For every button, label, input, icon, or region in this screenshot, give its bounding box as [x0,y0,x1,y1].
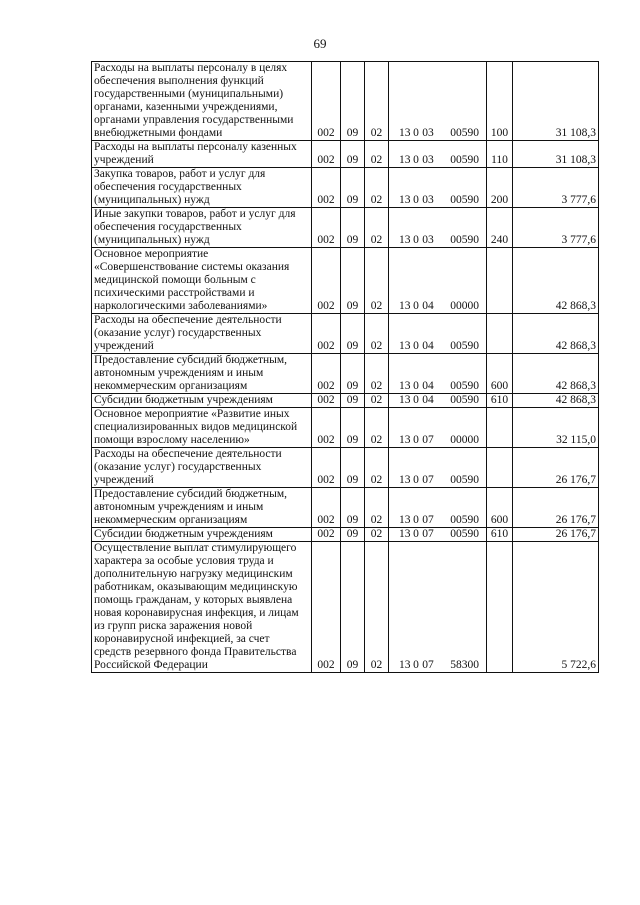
target-code-part: 04 [422,394,434,406]
target-code-part: 13 [399,127,411,139]
row-description: Предоставление субсидий бюджетным, автономным учреждениям и иным некоммерческим организациям [92,354,312,394]
row-description: Субсидии бюджетным учреждениям [92,528,312,542]
subsection-code: 02 [365,542,389,673]
ministry-code: 002 [312,208,341,248]
section-code: 09 [341,168,365,208]
table-row [92,141,599,168]
amount-value: 3 777,6 [513,208,599,248]
subsection-code: 02 [365,62,389,141]
target-code-part: 00590 [450,474,479,486]
table-row [92,528,599,542]
ministry-code: 002 [312,408,341,448]
table-row [92,62,599,141]
amount-value: 26 176,7 [513,528,599,542]
ministry-code: 002 [312,62,341,141]
expense-type-code: 100 [487,62,513,141]
amount-value: 42 868,3 [513,248,599,314]
target-code-part: 13 [399,300,411,312]
section-code: 09 [341,528,365,542]
ministry-code: 002 [312,141,341,168]
amount-value: 3 777,6 [513,168,599,208]
section-code: 09 [341,141,365,168]
target-code-part: 00590 [450,127,479,139]
expense-type-code: 110 [487,141,513,168]
row-description: Осуществление выплат стимулирующего характера за особые условия труда и дополнительную нагрузку медицинским работникам, оказывающим медицинскую помощь гражданам, у которых выявлена новая коронавирусная инфекция, и лицам из групп риска заражения новой коронавирусной инфекцией, за счет средств резервного фонда Правительства Российской Федерации [92,542,312,673]
target-code-part: 0 [413,528,419,540]
target-code-part: 00590 [450,154,479,166]
table-row [92,314,599,354]
target-code-part: 07 [422,528,434,540]
ministry-code: 002 [312,168,341,208]
ministry-code: 002 [312,528,341,542]
target-code-part: 03 [422,234,434,246]
row-description: Расходы на обеспечение деятельности (оказание услуг) государственных учреждений [92,314,312,354]
target-code-part: 0 [413,300,419,312]
target-code-part: 13 [399,474,411,486]
expense-type-code: 610 [487,394,513,408]
target-article-code [389,208,487,248]
target-article-code [389,542,487,673]
target-article-code [389,168,487,208]
row-description: Закупка товаров, работ и услуг для обеспечения государственных (муниципальных) нужд [92,168,312,208]
subsection-code: 02 [365,208,389,248]
target-code-part: 00590 [450,380,479,392]
table-row [92,488,599,528]
ministry-code: 002 [312,394,341,408]
target-code-part: 13 [399,194,411,206]
expense-type-code: 600 [487,354,513,394]
expense-type-code [487,248,513,314]
amount-value: 31 108,3 [513,62,599,141]
row-description: Иные закупки товаров, работ и услуг для обеспечения государственных (муниципальных) нужд [92,208,312,248]
target-code-part: 0 [413,127,419,139]
target-code-part: 13 [399,340,411,352]
table-row [92,448,599,488]
target-code-part: 07 [422,434,434,446]
target-code-part: 13 [399,154,411,166]
target-code-part: 03 [422,127,434,139]
target-code-part: 13 [399,528,411,540]
table-row [92,248,599,314]
target-code-part: 0 [413,380,419,392]
target-article-code [389,408,487,448]
target-code-part: 00590 [450,528,479,540]
row-description: Расходы на обеспечение деятельности (оказание услуг) государственных учреждений [92,448,312,488]
target-code-part: 13 [399,659,411,671]
target-code-part: 00590 [450,340,479,352]
target-article-code [389,248,487,314]
target-code-part: 04 [422,340,434,352]
target-article-code [389,62,487,141]
section-code: 09 [341,408,365,448]
target-code-part: 0 [413,154,419,166]
row-description: Субсидии бюджетным учреждениям [92,394,312,408]
target-code-part: 58300 [450,659,479,671]
target-code-part: 00590 [450,394,479,406]
target-code-part: 0 [413,394,419,406]
target-article-code [389,141,487,168]
target-code-part: 0 [413,474,419,486]
ministry-code: 002 [312,488,341,528]
amount-value: 32 115,0 [513,408,599,448]
subsection-code: 02 [365,354,389,394]
target-code-part: 00590 [450,234,479,246]
amount-value: 42 868,3 [513,354,599,394]
subsection-code: 02 [365,141,389,168]
row-description: Расходы на выплаты персоналу казенных учреждений [92,141,312,168]
target-code-part: 04 [422,380,434,392]
section-code: 09 [341,488,365,528]
expense-type-code [487,542,513,673]
expense-type-code [487,408,513,448]
table-row [92,394,599,408]
subsection-code: 02 [365,448,389,488]
table-row [92,354,599,394]
target-code-part: 13 [399,394,411,406]
target-code-part: 13 [399,514,411,526]
target-code-part: 00590 [450,514,479,526]
target-code-part: 0 [413,514,419,526]
section-code: 09 [341,208,365,248]
amount-value: 5 722,6 [513,542,599,673]
table-row [92,208,599,248]
target-article-code [389,448,487,488]
subsection-code: 02 [365,528,389,542]
target-article-code [389,528,487,542]
subsection-code: 02 [365,314,389,354]
target-code-part: 03 [422,154,434,166]
page-number: 69 [313,36,327,51]
ministry-code: 002 [312,354,341,394]
row-description: Расходы на выплаты персоналу в целях обеспечения выполнения функций государственными (муниципальными) органами, казенными учреждениями, органами управления государственными внебюджетными фондами [92,62,312,141]
target-article-code [389,488,487,528]
amount-value: 42 868,3 [513,394,599,408]
section-code: 09 [341,448,365,488]
expense-type-code [487,314,513,354]
expense-type-code: 240 [487,208,513,248]
subsection-code: 02 [365,394,389,408]
row-description: Основное мероприятие «Совершенствование системы оказания медицинской помощи больным с психическими расстройствами и наркологическими заболеваниями» [92,248,312,314]
target-code-part: 07 [422,474,434,486]
target-code-part: 07 [422,659,434,671]
section-code: 09 [341,314,365,354]
ministry-code: 002 [312,448,341,488]
expense-type-code [487,448,513,488]
expense-type-code: 600 [487,488,513,528]
amount-value: 26 176,7 [513,448,599,488]
target-code-part: 04 [422,300,434,312]
target-code-part: 13 [399,434,411,446]
section-code: 09 [341,354,365,394]
subsection-code: 02 [365,408,389,448]
subsection-code: 02 [365,488,389,528]
target-code-part: 00000 [450,300,479,312]
expense-type-code: 200 [487,168,513,208]
target-code-part: 13 [399,234,411,246]
subsection-code: 02 [365,248,389,314]
amount-value: 42 868,3 [513,314,599,354]
target-code-part: 0 [413,434,419,446]
table-row [92,168,599,208]
target-code-part: 00590 [450,194,479,206]
budget-table [91,61,599,673]
section-code: 09 [341,542,365,673]
row-description: Основное мероприятие «Развитие иных специализированных видов медицинской помощи взрослому населению» [92,408,312,448]
section-code: 09 [341,248,365,314]
target-code-part: 0 [413,659,419,671]
target-code-part: 00000 [450,434,479,446]
target-code-part: 13 [399,380,411,392]
target-article-code [389,314,487,354]
target-code-part: 03 [422,194,434,206]
expense-type-code: 610 [487,528,513,542]
table-row [92,542,599,673]
target-code-part: 0 [413,340,419,352]
target-article-code [389,354,487,394]
target-code-part: 0 [413,194,419,206]
target-code-part: 07 [422,514,434,526]
ministry-code: 002 [312,314,341,354]
ministry-code: 002 [312,248,341,314]
section-code: 09 [341,62,365,141]
row-description: Предоставление субсидий бюджетным, автономным учреждениям и иным некоммерческим организациям [92,488,312,528]
amount-value: 26 176,7 [513,488,599,528]
amount-value: 31 108,3 [513,141,599,168]
table-row [92,408,599,448]
subsection-code: 02 [365,168,389,208]
ministry-code: 002 [312,542,341,673]
target-code-part: 0 [413,234,419,246]
target-article-code [389,394,487,408]
section-code: 09 [341,394,365,408]
